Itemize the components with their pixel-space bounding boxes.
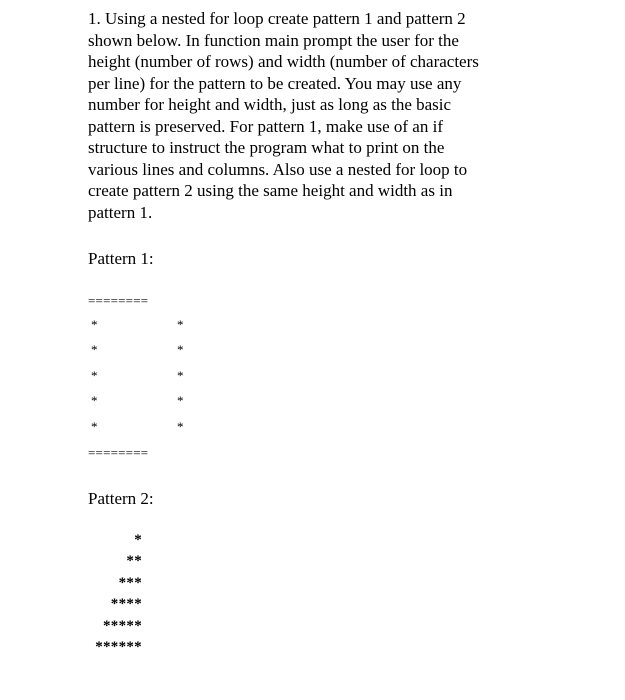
pattern-2-row: *** (118, 575, 142, 591)
pattern-1-label: Pattern 1: (88, 249, 154, 268)
pattern-2-row: **** (110, 596, 142, 612)
question-line: pattern 1. (88, 202, 153, 222)
pattern-1-star-right: * (177, 317, 184, 332)
pattern-1-row (88, 342, 198, 358)
pattern-1-star-left: * (91, 368, 98, 383)
pattern-1-star-right: * (177, 393, 184, 408)
question-line: 1. Using a nested for loop create pattern 1 and pattern 2 (88, 9, 466, 28)
pattern-1-row (88, 317, 198, 333)
pattern-1-star-right: * (177, 342, 184, 357)
question-text (88, 8, 528, 223)
pattern-1-row (88, 419, 198, 435)
pattern-1-star-right: * (177, 419, 184, 434)
question-line: create pattern 2 using the same height and width as in (88, 181, 453, 200)
question-line: pattern is preserved. For pattern 1, make use of an if (88, 116, 443, 136)
pattern-1-star-left: * (91, 342, 98, 357)
pattern-1-row (88, 368, 198, 384)
pattern-2-label: Pattern 2: (88, 489, 154, 508)
pattern-1-star-left: * (91, 419, 98, 434)
pattern-2-row: ***** (103, 618, 142, 634)
pattern-1-star-left: * (91, 393, 98, 408)
question-line: height (number of rows) and width (number of characters (88, 52, 479, 71)
pattern-2-row: ****** (95, 639, 142, 655)
pattern-1-star-right: * (177, 368, 184, 383)
pattern-1-top-border: ======== (88, 293, 149, 308)
question-line: per line) for the pattern to be created. You may use any (88, 73, 462, 93)
pattern-1-star-left: * (91, 317, 98, 332)
pattern-1-bottom-border: ======== (88, 445, 149, 460)
question-line: shown below. In function main prompt the user for the (88, 30, 459, 50)
pattern-2-row: ** (126, 553, 142, 569)
question-line: structure to instruct the program what to print on the (88, 138, 445, 157)
question-line: various lines and columns. Also use a nested for loop to (88, 159, 468, 179)
question-line: number for height and width, just as long as the basic (88, 95, 452, 114)
pattern-1-row (88, 393, 198, 409)
pattern-2-row: * (134, 532, 142, 548)
